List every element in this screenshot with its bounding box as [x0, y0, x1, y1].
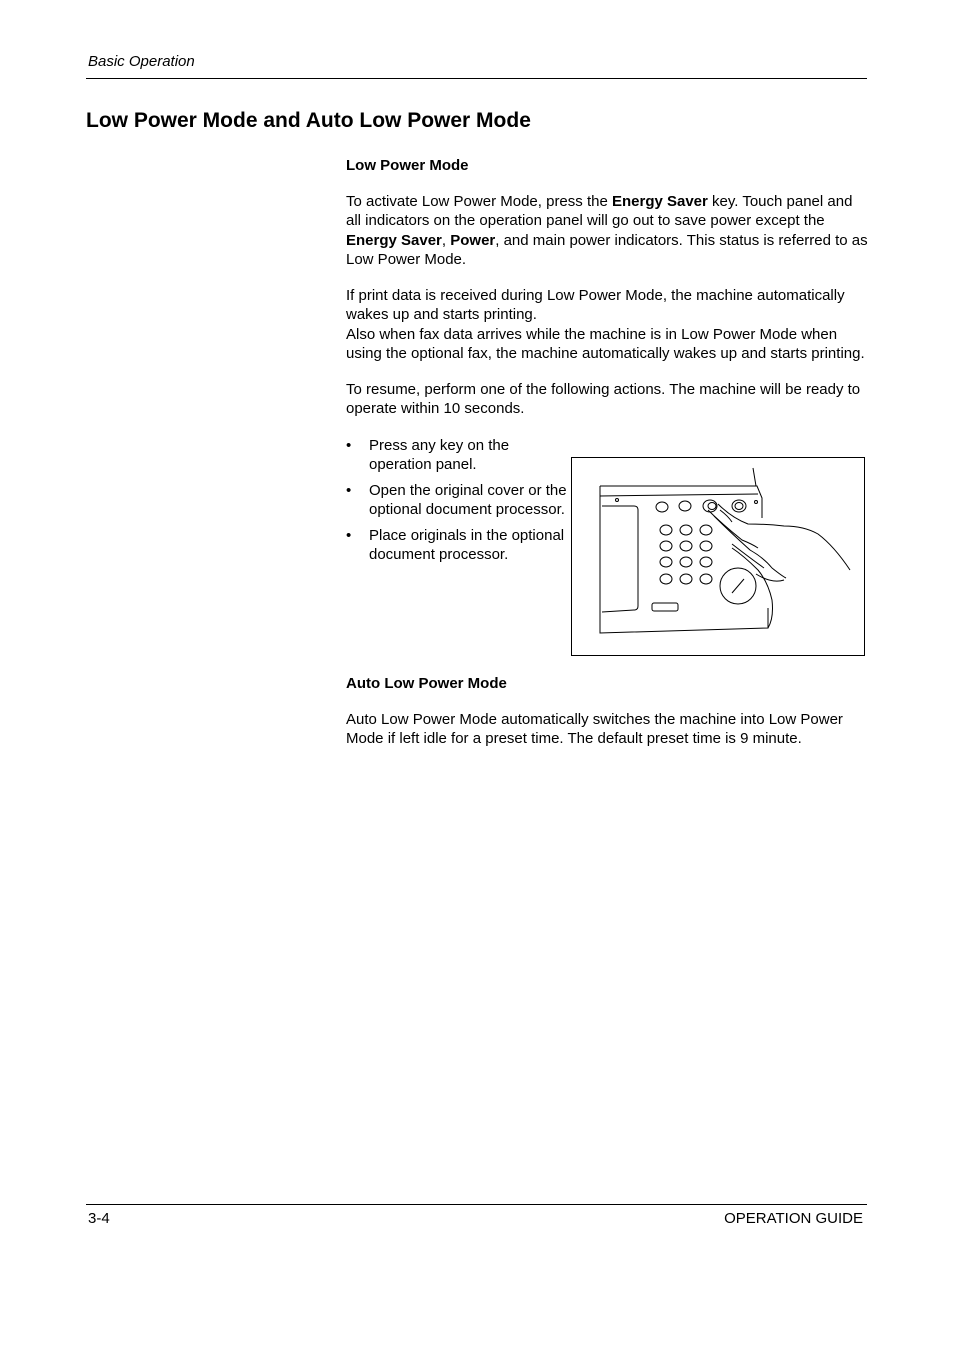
footer-rule	[86, 1204, 867, 1205]
auto-low-power-section	[346, 674, 868, 749]
list-item: • Place originals in the optional document processor.	[346, 526, 565, 563]
page-title: Low Power Mode and Auto Low Power Mode	[86, 109, 531, 132]
paragraph-resume: To resume, perform one of the following actions. The machine will be ready to operate within 10 seconds.	[346, 380, 861, 417]
page-number: 3-4	[88, 1210, 110, 1227]
list-item: • Open the original cover or the optional document processor.	[346, 481, 567, 518]
key-name-energy-saver: Energy Saver	[611, 192, 708, 210]
hand-pressing-energy-saver-key-illustration	[572, 458, 863, 654]
operation-panel-illustration	[571, 457, 865, 656]
paragraph-activate: To activate Low Power Mode, press the Energy Saver key. Touch panel and all indicators on the operation panel will go out to save power except the Energy Saver, Power, and main power indicators. This status is referred to as Low Power Mode.	[346, 192, 868, 268]
resume-actions-list	[346, 436, 568, 565]
running-header: Basic Operation	[88, 53, 195, 70]
footer-guide-title: OPERATION GUIDE	[724, 1210, 863, 1227]
key-name-power: Power	[450, 231, 496, 249]
paragraph-auto-low-power: Auto Low Power Mode automatically switches the machine into Low Power Mode if left idle for a preset time. The default preset time is 9 minute.	[346, 710, 843, 747]
key-name-energy-saver: Energy Saver	[346, 231, 442, 249]
paragraph-fax-data: Also when fax data arrives while the machine is in Low Power Mode when using the optional fax, the machine automatically wakes up and starts printing.	[346, 325, 865, 362]
paragraph-print-data: If print data is received during Low Power Mode, the machine automatically wakes up and starts printing.	[346, 286, 845, 323]
subheading-auto-low-power-mode: Auto Low Power Mode	[346, 675, 507, 692]
header-rule	[86, 78, 867, 79]
list-item: • Press any key on the operation panel.	[346, 436, 510, 473]
subheading-low-power-mode: Low Power Mode	[346, 157, 469, 174]
